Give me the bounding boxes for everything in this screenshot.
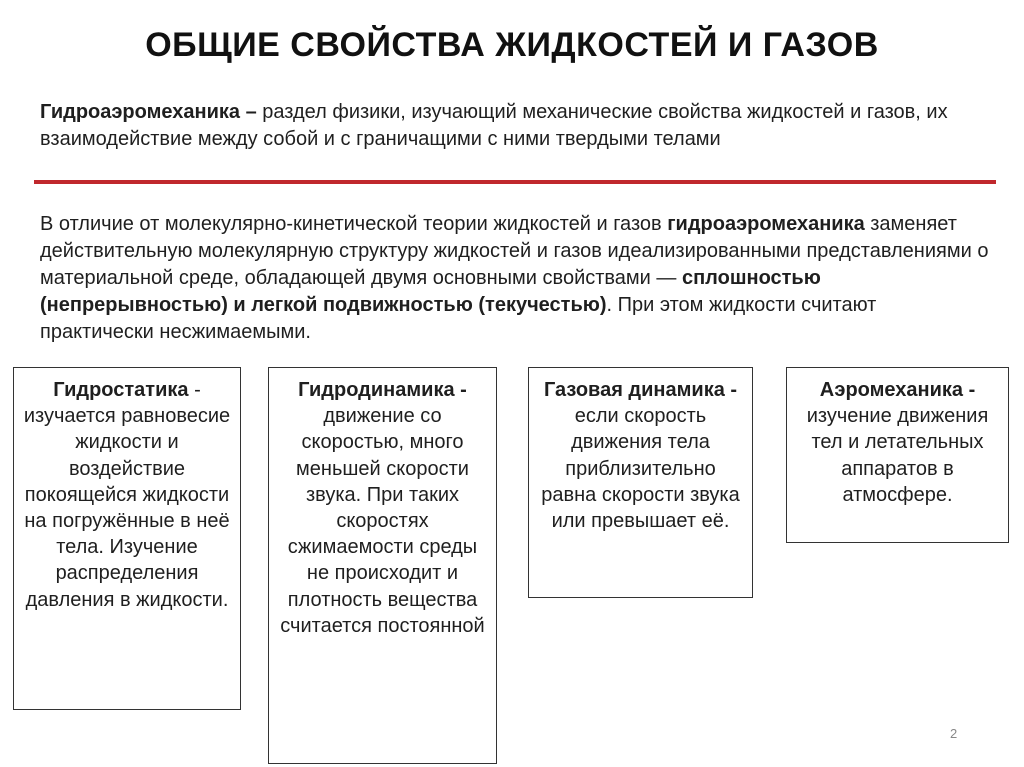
slide-title: ОБЩИЕ СВОЙСТВА ЖИДКОСТЕЙ И ГАЗОВ (145, 26, 879, 64)
box-text: если скорость движения тела приблизительно равна скорости звука или превышает её. (541, 405, 740, 533)
gas-dynamics-box (528, 367, 753, 598)
page-number: 2 (950, 726, 958, 741)
intro-text-3: . При этом жидкости считают практически несжимаемыми. (40, 294, 877, 343)
intro-text-1: В отличие от молекулярно-кинетической теории жидкостей и газов (40, 213, 668, 235)
box-text: движение со скоростью, много меньшей скорости звука. При таких скоростях сжимаемости среды не происходит и плотность вещества считается постоянной (280, 405, 485, 637)
hydrostatics-box (13, 367, 241, 710)
definition-term: Гидроаэромеханика – (40, 101, 257, 123)
box-term: Аэромеханика - (819, 379, 976, 401)
definition-text: раздел физики, изучающий механические свойства жидкостей и газов, их взаимодействие между собой и с граничащими с ними твердыми телами (40, 101, 948, 150)
box-term: Гидростатика (53, 379, 189, 401)
intro-text-2: заменяет действительную молекулярную структуру жидкостей и газов идеализированными представлениями о материальной среде, обладающей двумя основными свойствами — (40, 213, 989, 289)
hydrodynamics-box (268, 367, 497, 764)
intro-paragraph (40, 211, 990, 346)
red-divider (34, 180, 996, 184)
box-term: Гидродинамика - (298, 379, 467, 401)
box-text: изучение движения тел и летательных аппаратов в атмосфере. (806, 405, 989, 506)
box-term: Газовая динамика - (543, 379, 738, 401)
intro-term: гидроаэромеханика (667, 213, 865, 235)
box-text: - изучается равновесие жидкости и воздействие покоящейся жидкости на погружённые в неё тела. Изучение распределения давления в жидкости. (23, 379, 231, 611)
aeromechanics-box (786, 367, 1009, 543)
definition-paragraph (40, 99, 990, 153)
intro-properties: сплошностью (непрерывностью) и легкой подвижностью (текучестью) (40, 267, 821, 316)
